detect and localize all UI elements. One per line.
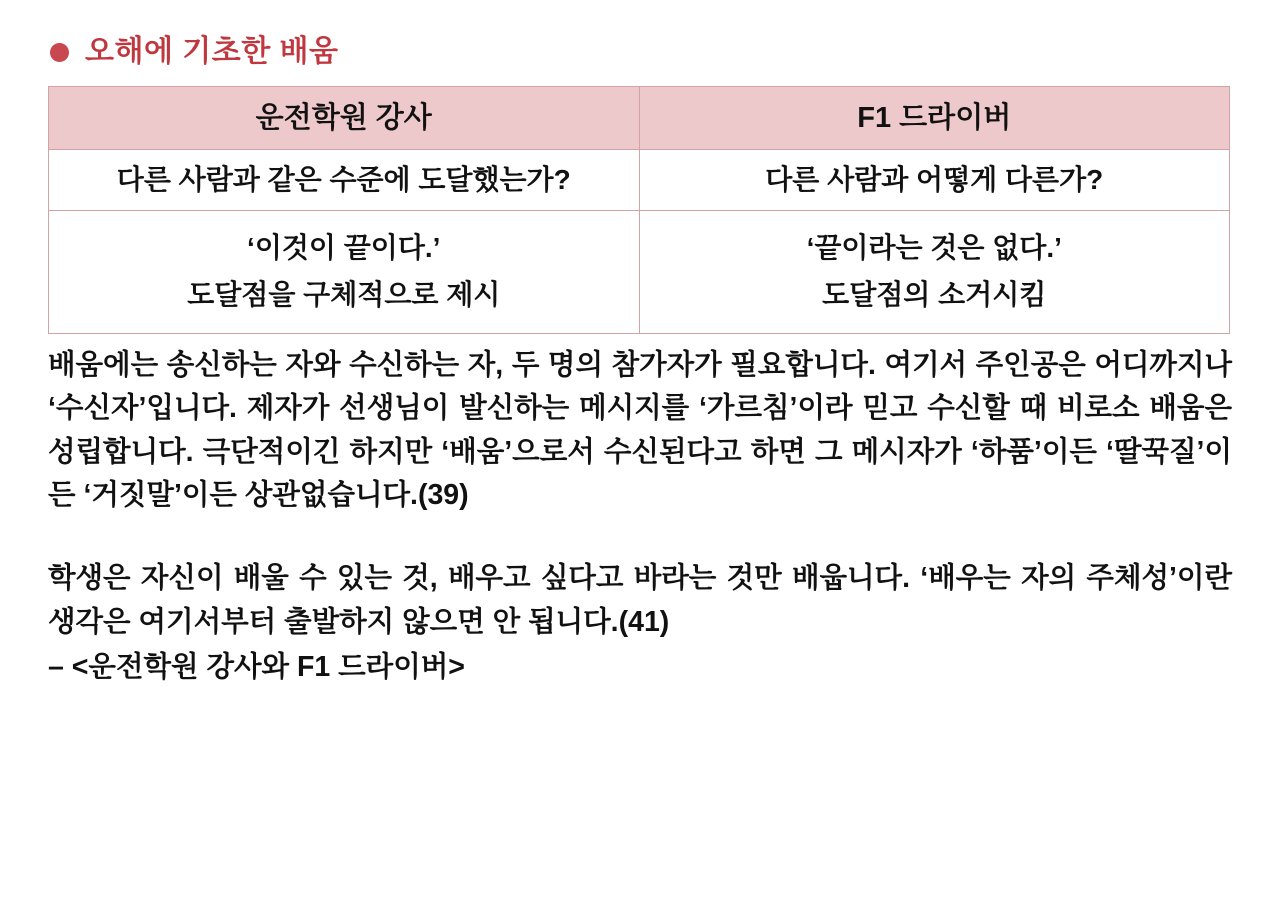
table-row <box>49 150 1230 211</box>
source-line: – <운전학원 강사와 F1 드라이버> <box>48 650 465 683</box>
body-copy <box>48 344 1232 689</box>
cell-line: 도달점의 소거시킴 <box>822 279 1047 310</box>
cell-line: ‘이것이 끝이다.’ <box>247 232 441 264</box>
table-body <box>49 150 1230 334</box>
table-cell-left <box>49 150 640 211</box>
cell-line: 도달점을 구체적으로 제시 <box>187 279 501 310</box>
cell-line: ‘끝이라는 것은 없다.’ <box>806 232 1062 264</box>
paragraph-spacer <box>48 517 1232 557</box>
paragraph-2: 학생은 자신이 배울 수 있는 것, 배우고 싶다고 바라는 것만 배웁니다. ‘배우는 자의 주체성’이란 생각은 여기서부터 출발하지 않으면 안 됩니다.(41) <box>48 562 1232 638</box>
paragraph-1: 배움에는 송신하는 자와 수신하는 자, 두 명의 참가자가 필요합니다. 여기서 주인공은 어디까지나 ‘수신자’입니다. 제자가 선생님이 발신하는 메시지를 ‘가르침’이라 믿고 수신할 때 비로소 배움은 성립합니다. 극단적이긴 하지만 ‘배움’으로서 수신된다고 하면 그 메시자가 ‘하품’이든 ‘딸꾹질’이든 ‘거짓말’이든 상관없습니다.(39) <box>48 349 1232 511</box>
table-header-cell-left: 운전학원 강사 <box>49 87 640 150</box>
table-header <box>49 87 1230 150</box>
table-cell-left <box>49 211 640 334</box>
table-cell-right <box>639 211 1230 334</box>
comparison-table <box>48 86 1230 334</box>
table-row <box>49 211 1230 334</box>
table-cell-right <box>639 150 1230 211</box>
cell-line: 다른 사람과 어떻게 다른가? <box>765 163 1104 195</box>
cell-line: 다른 사람과 같은 수준에 도달했는가? <box>116 163 571 195</box>
table-header-row <box>49 87 1230 150</box>
bullet-dot-icon <box>50 43 69 62</box>
heading-text: 오해에 기초한 배움 <box>85 35 339 68</box>
table-header-cell-right: F1 드라이버 <box>639 87 1230 150</box>
slide-heading <box>50 34 1234 70</box>
